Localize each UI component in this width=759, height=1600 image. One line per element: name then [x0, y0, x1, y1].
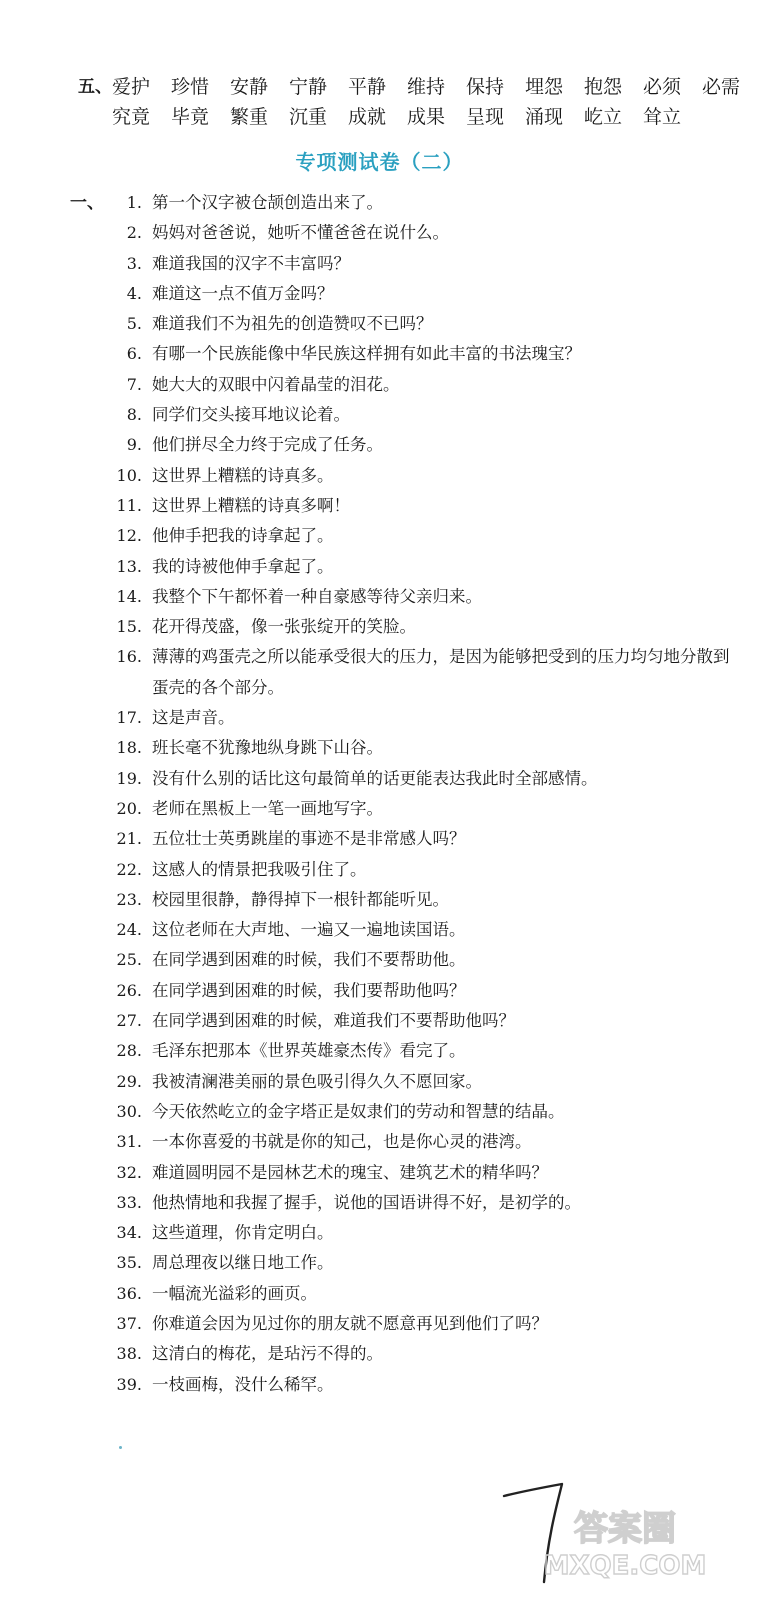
vocab-word: 爱护	[112, 76, 151, 98]
answer-number: 30.	[116, 1101, 142, 1121]
answer-text: 花开得茂盛，像一张张绽开的笑脸。	[152, 617, 416, 637]
answer-number: 32.	[116, 1162, 142, 1182]
vocab-word: 抱怨	[584, 76, 623, 98]
answer-number: 33.	[116, 1192, 142, 1212]
answer-text: 这些道理，你肯定明白。	[152, 1223, 334, 1243]
answer-text: 难道我们不为祖先的创造赞叹不已吗？	[152, 314, 433, 334]
answer-number: 28.	[116, 1041, 142, 1061]
answer-text: 今天依然屹立的金字塔正是奴隶们的劳动和智慧的结晶。	[152, 1101, 565, 1121]
mark-spacer	[70, 461, 106, 491]
watermark-line-2: MXQE.COM	[543, 1551, 707, 1581]
answer-number: 9.	[126, 435, 142, 455]
mark-spacer	[70, 855, 106, 885]
answer-number: 15.	[116, 617, 142, 637]
answer-text: 我整个下午都怀着一种自豪感等待父亲归来。	[152, 586, 482, 606]
answer-text: 这位老师在大声地、一遍又一遍地读国语。	[152, 920, 466, 940]
mark-spacer	[70, 642, 106, 703]
mark-spacer	[70, 885, 106, 915]
answer-text: 妈妈对爸爸说，她听不懂爸爸在说什么。	[152, 223, 449, 243]
answer-number: 38.	[116, 1344, 142, 1364]
answer-item	[70, 582, 730, 612]
answer-item	[70, 1097, 730, 1127]
answer-number: 39.	[116, 1374, 142, 1394]
mark-spacer	[70, 1097, 106, 1127]
vocab-word: 涌现	[525, 106, 564, 128]
answer-text: 他们拼尽全力终于完成了任务。	[152, 435, 383, 455]
answer-item	[70, 1339, 730, 1369]
answer-text: 她大大的双眼中闪着晶莹的泪花。	[152, 374, 400, 394]
vocab-word: 成就	[348, 106, 387, 128]
answer-item	[70, 824, 730, 854]
answer-number: 4.	[126, 283, 142, 303]
answer-item	[70, 1248, 730, 1278]
answer-number: 13.	[116, 556, 142, 576]
answer-text: 一本你喜爱的书就是你的知己，也是你心灵的港湾。	[152, 1132, 532, 1152]
answer-item	[70, 279, 730, 309]
mark-spacer	[70, 1218, 106, 1248]
mark-spacer	[70, 703, 106, 733]
answer-text: 在同学遇到困难的时候，我们不要帮助他。	[152, 950, 466, 970]
answer-item	[70, 552, 730, 582]
answer-number: 37.	[116, 1313, 142, 1333]
mark-spacer	[70, 400, 106, 430]
mark-spacer	[70, 612, 106, 642]
answer-text: 第一个汉字被仓颉创造出来了。	[152, 193, 383, 212]
test-title: 专项测试卷（二）	[295, 150, 464, 174]
answer-item	[70, 521, 730, 551]
watermark-logo	[505, 1502, 745, 1582]
answer-number: 27.	[116, 1011, 142, 1031]
answer-item	[70, 733, 730, 763]
answer-text: 难道圆明园不是园林艺术的瑰宝、建筑艺术的精华吗？	[152, 1162, 548, 1182]
answer-number: 31.	[116, 1132, 142, 1152]
mark-spacer	[70, 764, 106, 794]
answer-number: 10.	[116, 465, 142, 485]
mark-spacer	[70, 1279, 106, 1309]
answer-text: 毛泽东把那本《世界英雄豪杰传》看完了。	[152, 1041, 466, 1061]
answer-item	[70, 218, 730, 248]
stray-dot	[119, 1446, 122, 1449]
answer-text: 这是声音。	[152, 708, 235, 728]
answer-text: 有哪一个民族能像中华民族这样拥有如此丰富的书法瑰宝？	[152, 344, 581, 364]
mark-spacer	[70, 1370, 106, 1400]
mark-spacer	[70, 1188, 106, 1218]
mark-spacer	[70, 976, 106, 1006]
answer-number: 14.	[116, 586, 142, 606]
answer-item	[70, 855, 730, 885]
answer-text: 老师在黑板上一笔一画地写字。	[152, 798, 383, 818]
mark-spacer	[70, 915, 106, 945]
answer-text: 周总理夜以继日地工作。	[152, 1253, 334, 1273]
answer-item	[70, 764, 730, 794]
vocab-word: 维持	[407, 76, 446, 98]
vocab-word: 宁静	[289, 76, 328, 98]
answer-item	[70, 249, 730, 279]
mark-spacer	[70, 1127, 106, 1157]
mark-spacer	[70, 1158, 106, 1188]
answer-text: 没有什么别的话比这句最简单的话更能表达我此时全部感情。	[152, 768, 598, 788]
vocab-word: 安静	[230, 76, 269, 98]
answer-text: 同学们交头接耳地议论着。	[152, 405, 350, 425]
vocab-word: 毕竟	[171, 106, 210, 128]
vocab-word: 保持	[466, 76, 505, 98]
mark-spacer	[70, 1006, 106, 1036]
mark-spacer	[70, 824, 106, 854]
answer-item	[70, 612, 730, 642]
answer-item	[70, 915, 730, 945]
answer-number: 5.	[126, 314, 142, 334]
answer-number: 23.	[116, 889, 142, 909]
answer-number: 21.	[116, 829, 142, 849]
answer-item	[70, 400, 730, 430]
vocab-word: 繁重	[230, 106, 269, 128]
answer-number: 16.	[116, 647, 142, 667]
watermark-line-1: 答案圈	[574, 1509, 676, 1549]
answer-text: 这世界上糟糕的诗真多。	[152, 465, 334, 485]
answer-item	[70, 1036, 730, 1066]
answer-item	[70, 339, 730, 369]
answer-number: 3.	[126, 253, 142, 273]
answer-item	[70, 491, 730, 521]
mark-spacer	[70, 249, 106, 279]
answer-number: 36.	[116, 1283, 142, 1303]
vocab-word: 埋怨	[525, 76, 564, 98]
section-one-label: 一、	[70, 193, 104, 213]
answer-item	[70, 188, 730, 218]
answer-item	[70, 1158, 730, 1188]
answer-item	[70, 885, 730, 915]
answer-text: 在同学遇到困难的时候，我们要帮助他吗？	[152, 980, 466, 1000]
answer-number: 12.	[116, 526, 142, 546]
section-five-answers	[78, 72, 741, 132]
mark-spacer	[70, 794, 106, 824]
answer-text: 他伸手把我的诗拿起了。	[152, 526, 334, 546]
mark-spacer	[70, 1067, 106, 1097]
answer-number: 35.	[116, 1253, 142, 1273]
mark-spacer	[70, 1036, 106, 1066]
mark-spacer	[70, 491, 106, 521]
answer-item	[70, 1309, 730, 1339]
answer-number: 24.	[116, 920, 142, 940]
vocab-word: 必须	[643, 76, 682, 98]
answer-text: 一幅流光溢彩的画页。	[152, 1283, 317, 1303]
answer-item	[70, 430, 730, 460]
answer-text: 一枝画梅，没什么稀罕。	[152, 1374, 334, 1394]
answer-number: 18.	[116, 738, 142, 758]
answer-number: 6.	[126, 344, 142, 364]
answer-number: 11.	[116, 495, 142, 515]
mark-spacer	[70, 370, 106, 400]
answer-number: 2.	[126, 223, 142, 243]
answer-item	[70, 945, 730, 975]
mark-spacer	[70, 552, 106, 582]
mark-spacer	[70, 218, 106, 248]
vocab-word: 究竟	[112, 106, 151, 128]
mark-spacer	[70, 945, 106, 975]
mark-spacer	[70, 339, 106, 369]
answer-item	[70, 1370, 730, 1400]
vocab-word: 珍惜	[171, 76, 210, 98]
answer-text: 你难道会因为见过你的朋友就不愿意再见到他们了吗？	[152, 1313, 548, 1333]
answer-item	[70, 642, 730, 703]
answer-item	[70, 1127, 730, 1157]
answer-number: 1.	[126, 193, 142, 212]
answer-text: 难道这一点不值万金吗？	[152, 283, 334, 303]
answer-text: 我的诗被他伸手拿起了。	[152, 556, 334, 576]
section-five-row-2	[78, 102, 738, 132]
answer-item	[70, 1067, 730, 1097]
answer-text: 薄薄的鸡蛋壳之所以能承受很大的压力，是因为能够把受到的压力均匀地分散到蛋壳的各个部分。	[152, 647, 730, 697]
mark-spacer	[70, 582, 106, 612]
mark-spacer	[70, 1339, 106, 1369]
answer-number: 25.	[116, 950, 142, 970]
answer-number: 22.	[116, 859, 142, 879]
mark-spacer	[70, 430, 106, 460]
answer-item	[70, 1279, 730, 1309]
answer-number: 8.	[126, 405, 142, 425]
vocab-word: 平静	[348, 76, 387, 98]
answer-item	[70, 1218, 730, 1248]
mark-spacer	[70, 1309, 106, 1339]
answer-text: 班长毫不犹豫地纵身跳下山谷。	[152, 738, 383, 758]
answer-text: 他热情地和我握了握手，说他的国语讲得不好，是初学的。	[152, 1192, 581, 1212]
answer-number: 29.	[116, 1071, 142, 1091]
answer-item	[70, 1188, 730, 1218]
vocab-word: 必需	[702, 76, 741, 98]
answer-number: 17.	[116, 708, 142, 728]
answer-item	[70, 309, 730, 339]
answer-text: 难道我国的汉字不丰富吗？	[152, 253, 350, 273]
mark-spacer	[70, 279, 106, 309]
answer-item	[70, 461, 730, 491]
answer-number: 20.	[116, 798, 142, 818]
section-five-label: 五、	[78, 77, 112, 97]
answer-number: 19.	[116, 768, 142, 788]
answer-item	[70, 370, 730, 400]
vocab-word: 屹立	[584, 106, 623, 128]
answer-text: 五位壮士英勇跳崖的事迹不是非常感人吗？	[152, 829, 466, 849]
answer-item	[70, 794, 730, 824]
mark-spacer	[70, 733, 106, 763]
section-five-row-1	[78, 72, 741, 102]
answer-text: 这清白的梅花，是玷污不得的。	[152, 1344, 383, 1364]
mark-spacer	[70, 521, 106, 551]
answer-number: 26.	[116, 980, 142, 1000]
section-one-answers	[70, 188, 730, 1400]
answer-item	[70, 976, 730, 1006]
mark-spacer	[70, 309, 106, 339]
answer-item	[70, 1006, 730, 1036]
answer-text: 校园里很静，静得掉下一根针都能听见。	[152, 889, 449, 909]
answer-number: 7.	[126, 374, 142, 394]
vocab-word: 呈现	[466, 106, 505, 128]
mark-spacer	[70, 1248, 106, 1278]
answer-text: 我被清澜港美丽的景色吸引得久久不愿回家。	[152, 1071, 482, 1091]
vocab-word: 成果	[407, 106, 446, 128]
vocab-word: 耸立	[643, 106, 682, 128]
answer-text: 在同学遇到困难的时候，难道我们不要帮助他吗？	[152, 1011, 515, 1031]
vocab-word: 沉重	[289, 106, 328, 128]
answer-text: 这感人的情景把我吸引住了。	[152, 859, 367, 879]
answer-item	[70, 703, 730, 733]
answer-text: 这世界上糟糕的诗真多啊！	[152, 495, 350, 515]
answer-number: 34.	[116, 1223, 142, 1243]
